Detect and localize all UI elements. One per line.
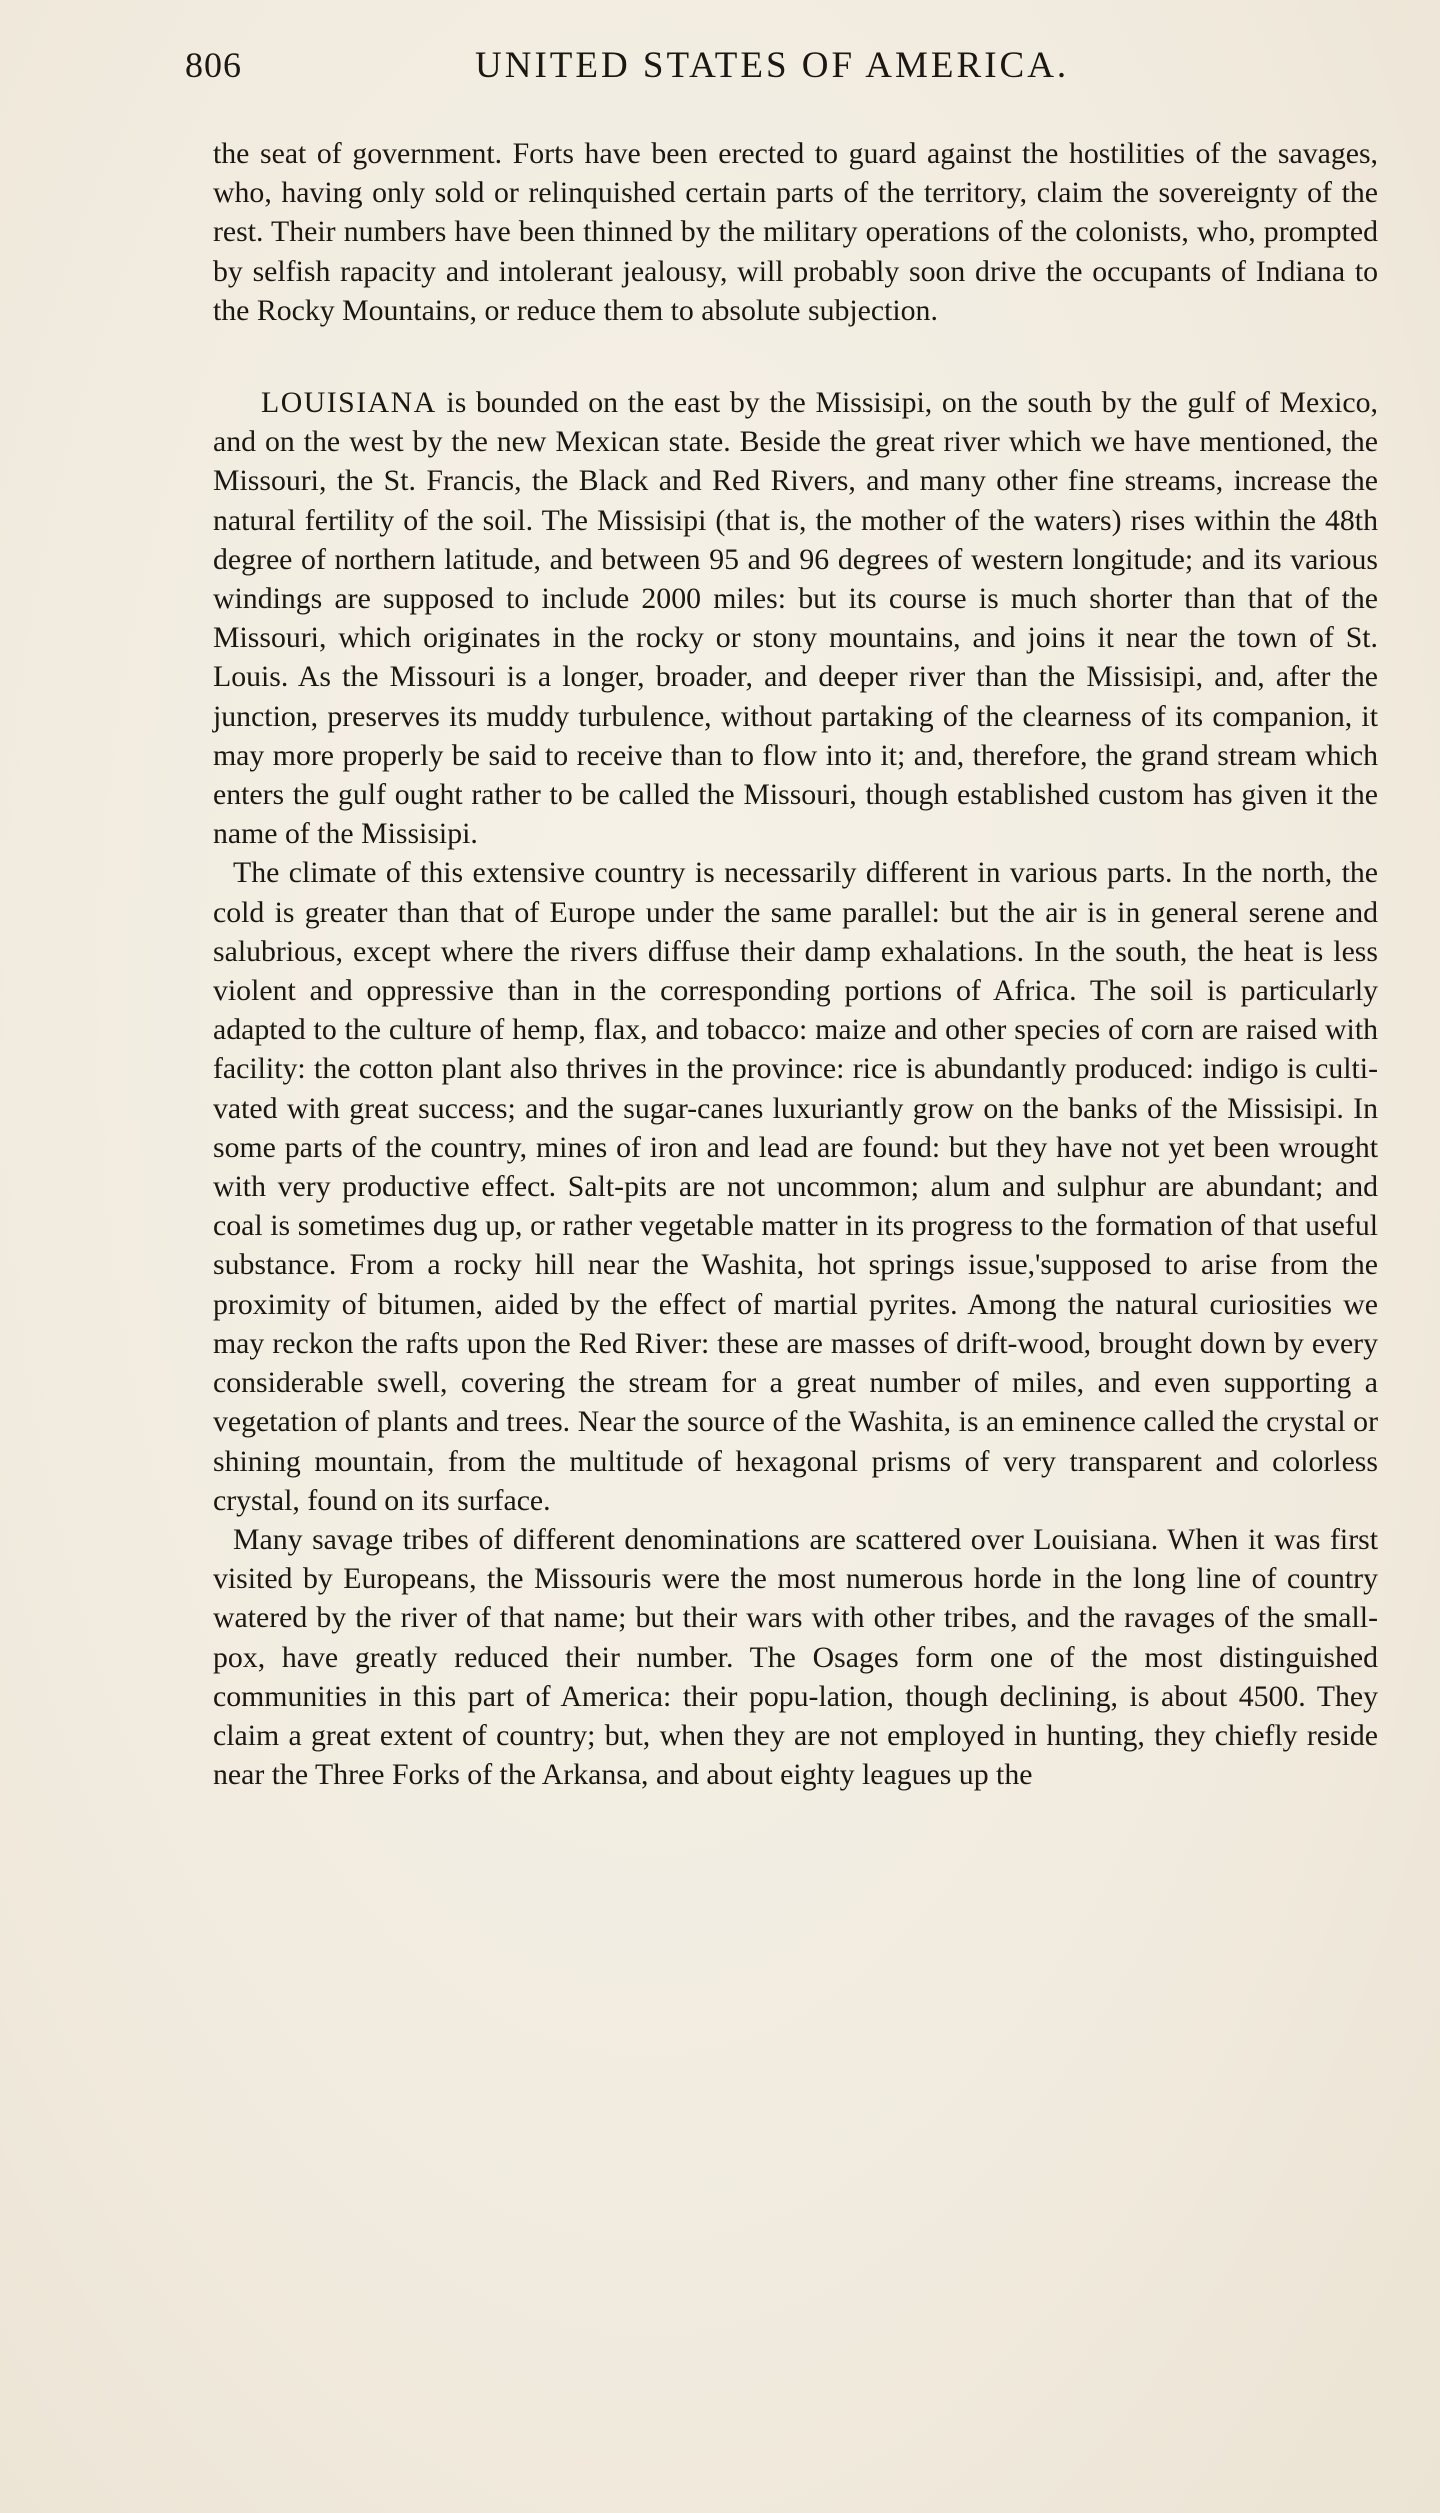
running-title: UNITED STATES OF AMERICA. [475, 45, 1070, 86]
paragraph-climate [213, 853, 1378, 1519]
section-heading-louisiana: LOUISIANA [261, 386, 437, 420]
paragraph-text: Many savage tribes of different denominations are scattered over Louisiana. When it was first visited by Europeans, the Missouris were the most numerous horde in the long line of country watered by the river of that name; but their wars with other tribes, and the ravages of the small-pox, have greatly reduced their number. The Osages form one of the most distinguished communities in this part of America: their popu-lation, though declining, is about 4500. They claim a great extent of country; but, when they are not employed in hunting, they chiefly reside near the Three Forks of the Arkansa, and about eighty leagues up the [213, 1522, 1378, 1792]
paragraph-text: the seat of government. Forts have been erected to guard against the hostilities of the savages, who, having only sold or relinquished certain parts of the territory, claim the sovereignty of the rest. Their numbers have been thinned by the military operations of the colonists, who, prompted by selfish rapacity and intolerant jealousy, will probably soon drive the occupants of Indiana to the Rocky Mountains, or reduce them to absolute subjection. [213, 137, 1378, 327]
page-number: 806 [185, 45, 242, 85]
page-header [185, 44, 1415, 104]
paragraph-tribes [213, 1520, 1378, 1794]
paragraph-indiana-conclusion [213, 134, 1378, 330]
paragraph-louisiana-intro [213, 383, 1378, 853]
paragraph-text: is bounded on the east by the Missisipi, on the south by the gulf of Mexico, and on the west by the new Mexican state. Beside the great river which we have mentioned, the Missouri, the St. Francis, the Black and Red Rivers, and many other fine streams, increase the natural fertility of the soil. The Missisipi (that is, the mother of the waters) rises within the 48th degree of northern latitude, and between 95 and 96 degrees of western longitude; and its various windings are supposed to include 2000 miles: but its course is much shorter than that of the Missouri, which originates in the rocky or stony mountains, and joins it near the town of St. Louis. As the Missouri is a longer, broader, and deeper river than the Missisipi, and, after the junction, preserves its muddy turbulence, without partaking of the clearness of its companion, it may more properly be said to receive than to flow into it; and, therefore, the grand stream which enters the gulf ought rather to be called the Missouri, though established custom has given it the name of the Missisipi. [213, 386, 1378, 851]
paragraph-text: The climate of this extensive country is necessarily different in various parts. In the north, the cold is greater than that of Europe under the same parallel: but the air is in general serene and salubrious, except where the rivers diffuse their damp exhalations. In the south, the heat is less violent and oppressive than in the corresponding portions of Africa. The soil is particularly adapted to the culture of hemp, flax, and tobacco: maize and other species of corn are raised with facility: the cotton plant also thrives in the province: rice is abundantly produced: indigo is culti-vated with great success; and the sugar-canes luxuriantly grow on the banks of the Missisipi. In some parts of the country, mines of iron and lead are found: but they have not yet been wrought with very productive effect. Salt-pits are not uncommon; alum and sulphur are abundant; and coal is sometimes dug up, or rather vegetable matter in its progress to the formation of that useful substance. From a rocky hill near the Washita, hot springs issue,'supposed to arise from the proximity of bitumen, aided by the effect of martial pyrites. Among the natural curiosities we may reckon the rafts upon the Red River: these are masses of drift-wood, brought down by every considerable swell, covering the stream for a great number of miles, and even supporting a vegetation of plants and trees. Near the source of the Washita, is an eminence called the crystal or shining mountain, from the multitude of hexagonal prisms of very transparent and colorless crystal, found on its surface. [213, 856, 1378, 1517]
body-text [213, 134, 1378, 1794]
